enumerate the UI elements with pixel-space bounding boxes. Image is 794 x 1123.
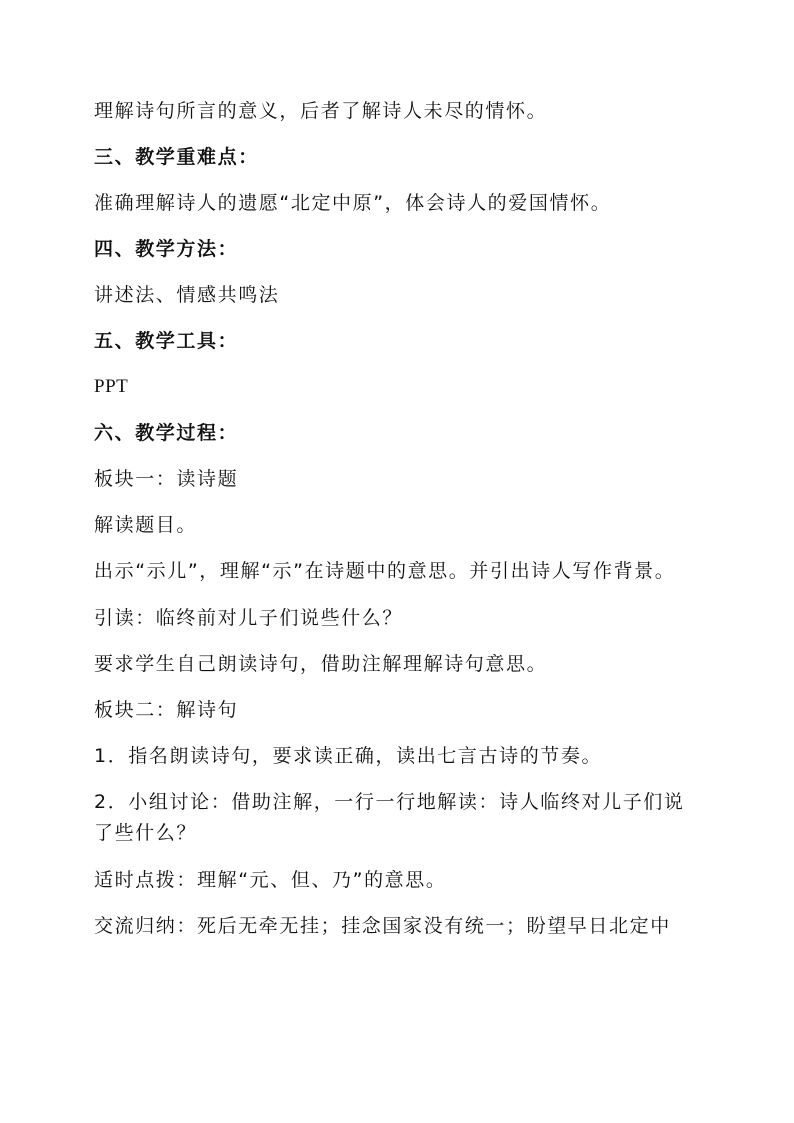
section-one-title: 板块一：读诗题 [94,468,239,490]
heading-teaching-process: 六、教学过程： [94,422,239,444]
paragraph-timely-guidance: 适时点拨：理解“元、但、乃”的意思。 [94,869,447,891]
paragraph-guided-reading: 引读：临终前对儿子们说些什么？ [94,607,404,629]
paragraph-interpret-title: 解读题目。 [94,514,198,536]
heading-teaching-tools: 五、教学工具： [94,330,239,352]
paragraph-show-title: 出示“示儿”，理解“示”在诗题中的意思。并引出诗人写作背景。 [94,560,676,582]
paragraph-key-difficulties: 准确理解诗人的遗愿“北定中原”，体会诗人的爱国情怀。 [94,192,612,214]
paragraph-summary: 交流归纳：死后无牵无挂；挂念国家没有统一；盼望早日北定中 [94,915,671,937]
list-item-1: 1．指名朗读诗句，要求读正确，读出七言古诗的节奏。 [94,745,603,767]
paragraph-intro-meaning: 理解诗句所言的意义，后者了解诗人未尽的情怀。 [94,100,548,122]
heading-key-difficulties: 三、教学重难点： [94,146,259,168]
paragraph-self-reading: 要求学生自己朗读诗句，借助注解理解诗句意思。 [94,653,548,675]
section-two-title: 板块二：解诗句 [94,699,239,721]
list-item-2: 2．小组讨论：借助注解，一行一行地解读：诗人临终对儿子们说了些什么？ [94,791,685,844]
heading-teaching-methods: 四、教学方法： [94,238,239,260]
paragraph-teaching-methods: 讲述法、情感共鸣法 [94,284,280,306]
document-body [94,96,704,957]
paragraph-teaching-tools: PPT [94,376,129,397]
